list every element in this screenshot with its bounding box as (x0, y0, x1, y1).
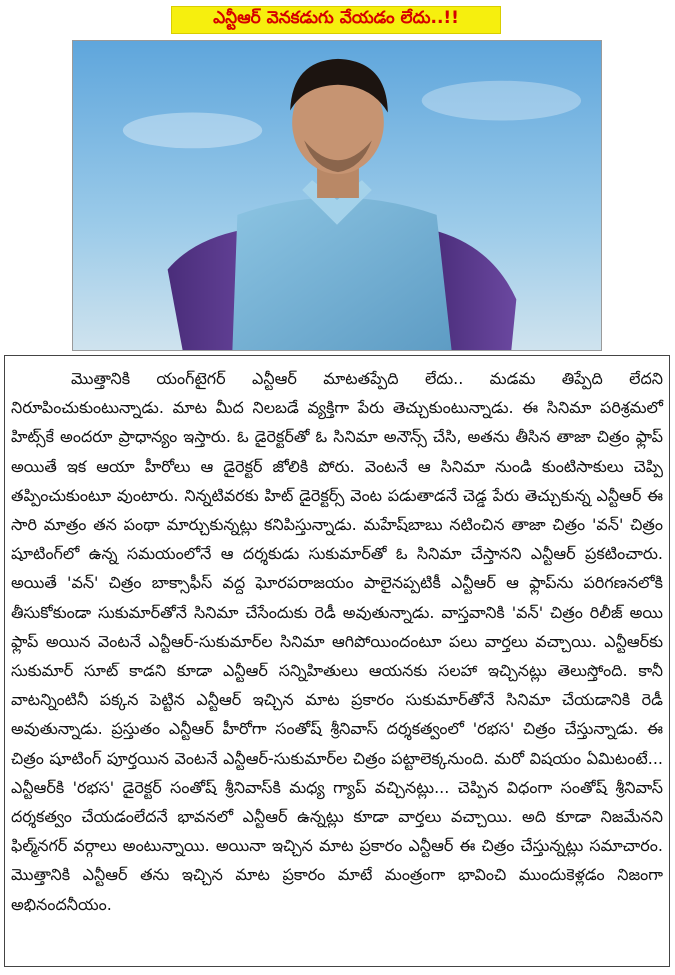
photo-illustration (73, 41, 601, 350)
cloud (123, 113, 262, 149)
headline: ఎన్టీఆర్ వెనకడుగు వేయడం లేదు..!! (213, 8, 459, 28)
article-photo (72, 40, 602, 351)
cloud (422, 81, 581, 121)
shirt (232, 197, 451, 350)
article-box (4, 355, 670, 967)
article-body: మొత్తానికి యంగ్‌టైగర్ ఎన్టీఆర్ మాటతప్పేది లేదు.. మడమ తిప్పేది లేదని నిరూపించుకుంటున్నాడు. మాట మీద నిలబడే వ్యక్తిగా పేరు తెచ్చుకుంటున్నాడు. ఈ సినిమా పరిశ్రమలో హిట్స్‌కే అందరూ ప్రాధాన్యం ఇస్తారు. ఓ డైరెక్టర్‌తో ఓ సినిమా అనౌన్స్ చేసి, అతను తీసిన తాజా చిత్రం ఫ్లాప్ అయితే ఇక ఆయా హీరోలు ఆ డైరెక్టర్ జోలికి పోరు. వెంటనే ఆ సినిమా నుండి కుంటిసాకులు చెప్పి తప్పించుకుంటూ వుంటారు. నిన్నటివరకు హిట్ డైరెక్టర్స్ వెంట పడుతాడనే చెడ్డ పేరు తెచ్చుకున్న ఎన్టీఆర్ ఈ సారి మాత్రం తన పంథా మార్చుకున్నట్లు కనిపిస్తున్నాడు. మహేష్‌బాబు నటించిన తాజా చిత్రం 'వన్' చిత్రం షూటింగ్‌లో ఉన్న సమయంలోనే ఆ దర్శకుడు సుకుమార్‌తో ఓ సినిమా చేస్తానని ఎన్టీఆర్ ప్రకటించారు. అయితే 'వన్' చిత్రం బాక్సాఫీస్ వద్ద ఘోరపరాజయం పాలైనప్పటికీ ఎన్టీఆర్ ఆ ఫ్లాప్‌ను పరిగణనలోకి తీసుకోకుండా సుకుమార్‌తోనే సినిమా చేసేందుకు రెడీ అవుతున్నాడు. వాస్తవానికి 'వన్' చిత్రం రిలీజ్ అయి ఫ్లాప్ అయిన వెంటనే ఎన్టీఆర్-సుకుమార్‌ల సినిమా ఆగిపోయిందంటూ పలు వార్తలు వచ్చాయి. ఎన్టీఆర్‌కు సుకుమార్ సూట్ కాడని కూడా ఎన్టీఆర్ సన్నిహితులు ఆయనకు సలహా ఇచ్చినట్లు తెలుస్తోంది. కానీ వాటన్నింటినీ పక్కన పెట్టిన ఎన్టీఆర్ ఇచ్చిన మాట ప్రకారం సుకుమార్‌తోనే సినిమా చేయడానికి రెడీ అవుతున్నాడు. ప్రస్తుతం ఎన్టీఆర్ హీరోగా సంతోష్ శ్రీనివాస్ దర్శకత్వంలో 'రభస' చిత్రం చేస్తున్నాడు. ఈ చిత్రం షూటింగ్ పూర్తయిన వెంటనే ఎన్టీఆర్-సుకుమార్‌ల చిత్రం పట్టాలెక్కనుంది. మరో విషయం ఏమిటంటే... ఎన్టీఆర్‌కి 'రభస' డైరెక్టర్ సంతోష్ శ్రీనివాస్‌కి మధ్య గ్యాప్ వచ్చినట్లు... చెప్పిన విధంగా సంతోష్ శ్రీనివాస్ దర్శకత్వం చేయడంలేదనే భావనలో ఎన్టీఆర్ ఉన్నట్లు కూడా వార్తలు వచ్చాయి. అది కూడా నిజమేనని ఫిల్మ్‌నగర్ వర్గాలు అంటున్నాయి. అయినా ఇచ్చిన మాట ప్రకారం ఎన్టీఆర్ ఈ చిత్రం చేస్తున్నట్లు సమాచారం. మొత్తానికి ఎన్టీఆర్ తను ఇచ్చిన మాట ప్రకారం మాటే మంత్రంగా భావించి ముందుకెళ్లడం నిజంగా అభినందనీయం. (11, 369, 663, 914)
headline-banner (171, 6, 501, 34)
